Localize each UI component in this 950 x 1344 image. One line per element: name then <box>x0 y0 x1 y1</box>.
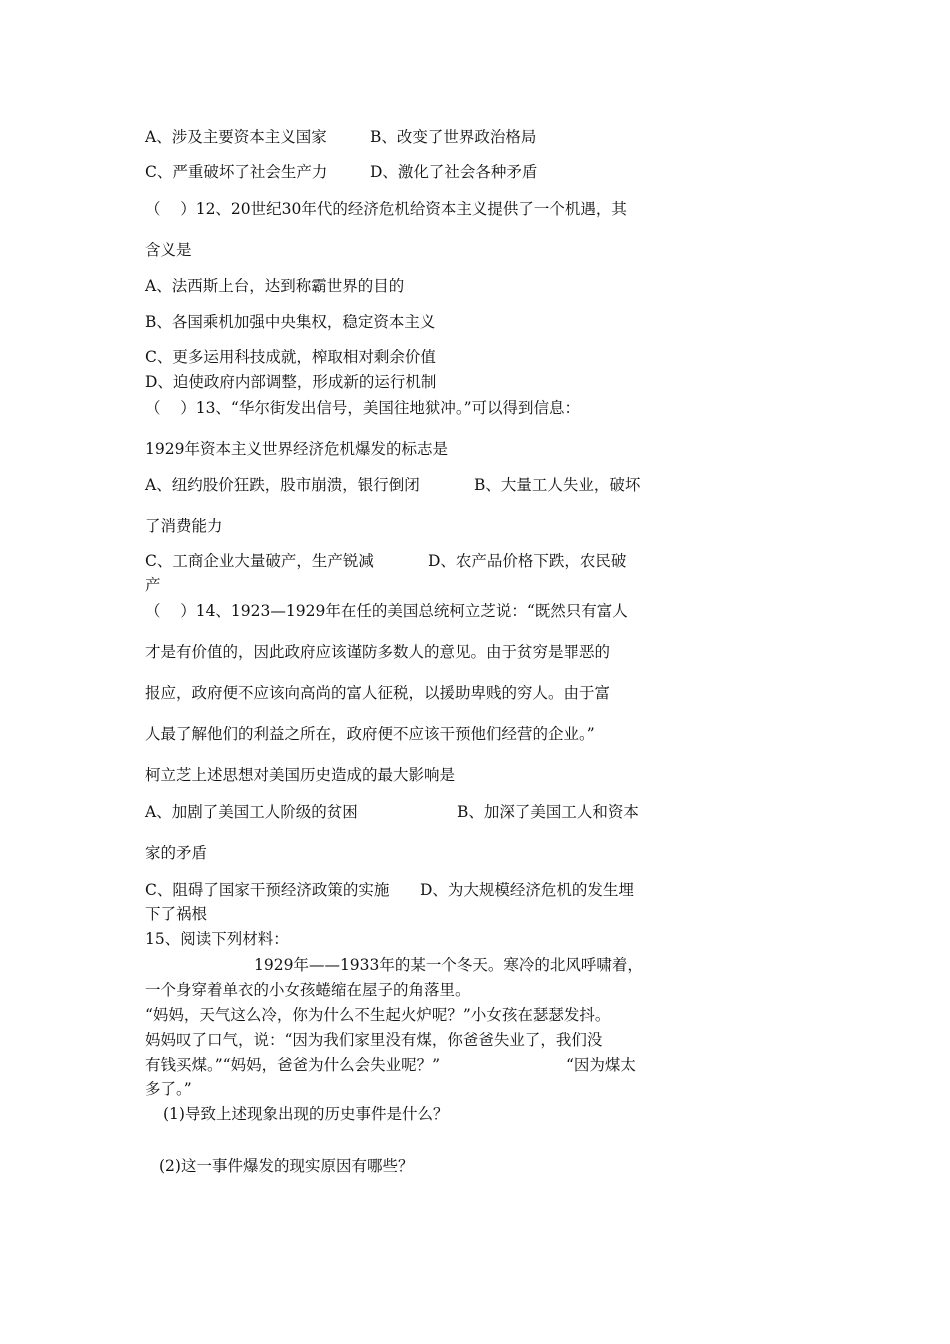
q11-option-d: D、激化了社会各种矛盾 <box>370 163 538 181</box>
q15-material-line4: 妈妈叹了口气，说：“因为我们家里没有煤，你爸爸失业了，我们没 <box>145 1031 603 1049</box>
q13-option-c: C、工商企业大量破产，生产锐减 <box>145 552 374 570</box>
q14-stem-line1: （ ）14、1923—1929年在任的美国总统柯立芝说：“既然只有富人 <box>145 602 628 620</box>
q14-option-d: D、为大规模经济危机的发生埋 <box>420 881 634 899</box>
q11-option-c: C、严重破坏了社会生产力 <box>145 163 328 181</box>
q13-option-a: A、纽约股价狂跌，股市崩溃，银行倒闭 <box>145 476 420 494</box>
q15-stem: 15、阅读下列材料： <box>145 930 289 948</box>
q14-stem-line2: 才是有价值的，因此政府应该谨防多数人的意见。由于贫穷是罪恶的 <box>145 643 611 661</box>
q15-material-line6: 多了。” <box>145 1080 192 1098</box>
q14-stem-line5: 柯立芝上述思想对美国历史造成的最大影响是 <box>145 766 456 784</box>
q14-option-a: A、加剧了美国工人阶级的贫困 <box>145 803 358 821</box>
q15-material-line1: 1929年——1933年的某一个冬天。寒冷的北风呼啸着， <box>254 956 643 974</box>
q15-material-line5-end: “因为煤太 <box>566 1056 636 1074</box>
q15-material-line2: 一个身穿着单衣的小女孩蜷缩在屋子的角落里。 <box>145 981 471 999</box>
q13-option-b: B、大量工人失业，破坏 <box>474 476 641 494</box>
q13-option-d: D、农产品价格下跌，农民破 <box>428 552 627 570</box>
q12-option-d: D、迫使政府内部调整，形成新的运行机制 <box>145 373 437 391</box>
q15-sub-question-2: (2)这一事件爆发的现实原因有哪些？ <box>159 1157 414 1175</box>
q13-stem-line1: （ ）13、“华尔街发出信号，美国往地狱冲。”可以得到信息： <box>145 399 581 417</box>
q12-stem-line2: 含义是 <box>145 241 192 259</box>
q12-option-b: B、各国乘机加强中央集权，稳定资本主义 <box>145 313 436 331</box>
q14-option-c: C、阻碍了国家干预经济政策的实施 <box>145 881 390 899</box>
q13-stem-line2: 1929年资本主义世界经济危机爆发的标志是 <box>145 440 448 458</box>
q12-stem-line1: （ ）12、20世纪30年代的经济危机给资本主义提供了一个机遇，其 <box>145 200 627 218</box>
q12-option-a: A、法西斯上台，达到称霸世界的目的 <box>145 277 405 295</box>
q14-stem-line3: 报应，政府便不应该向高尚的富人征税，以援助卑贱的穷人。由于富 <box>145 684 611 702</box>
q11-option-b: B、改变了世界政治格局 <box>370 128 537 146</box>
q13-option-b-continued: 了消费能力 <box>145 517 223 535</box>
q11-option-a: A、涉及主要资本主义国家 <box>145 128 327 146</box>
q14-option-b-continued: 家的矛盾 <box>145 844 208 862</box>
q15-material-line5: 有钱买煤。”“妈妈，爸爸为什么会失业呢？” <box>145 1056 441 1074</box>
q13-option-d-continued: 产 <box>145 576 161 594</box>
q14-stem-line4: 人最了解他们的利益之所在，政府便不应该干预他们经营的企业。” <box>145 725 595 743</box>
q15-sub-question-1: (1)导致上述现象出现的历史事件是什么？ <box>163 1105 449 1123</box>
q14-option-b: B、加深了美国工人和资本 <box>457 803 639 821</box>
q15-material-line3: “妈妈，天气这么冷，你为什么不生起火炉呢？”小女孩在瑟瑟发抖。 <box>145 1006 611 1024</box>
q12-option-c: C、更多运用科技成就，榨取相对剩余价值 <box>145 348 436 366</box>
q14-option-d-continued: 下了祸根 <box>145 905 208 923</box>
